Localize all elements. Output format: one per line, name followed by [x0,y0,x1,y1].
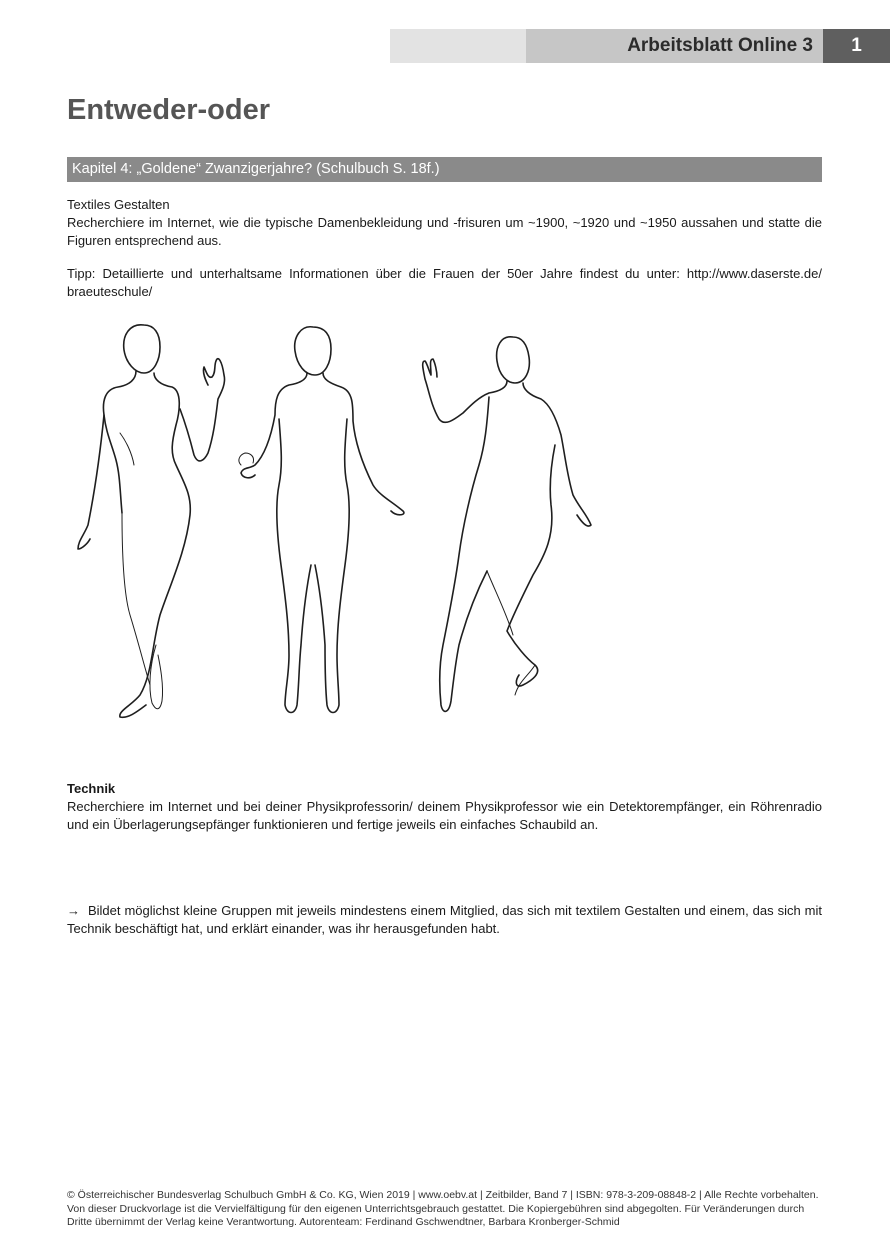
figure-right [423,337,591,712]
textiles-task: Recherchiere im Internet, wie die typische Damenbekleidung und -frisuren um ~1900, ~1920 und ~1950 aussahen und statte die Figuren entsprechend aus. [67,215,822,248]
page-title: Entweder-oder [67,94,271,126]
group-task-text: Bildet möglichst kleine Gruppen mit jeweils mindestens einem Mitglied, das sich mit textilem Gestalten und einem, das sich mit Technik beschäftigt hat, und erklärt einander, was ihr herausgefunden habt. [67,903,822,936]
figure-middle [239,327,404,713]
page-number: 1 [823,29,890,63]
arrow-icon: → [67,903,80,918]
textiles-heading: Textiles Gestalten [67,197,170,212]
fashion-figures-illustration [60,315,600,725]
textiles-tip: Tipp: Detaillierte und unterhaltsame Informationen über die Frauen der 50er Jahre findest du unter: http://www.daserste.de/ braeuteschule/ [67,266,822,299]
figure-left [78,325,225,718]
technik-task: Recherchiere im Internet und bei deiner Physikprofessorin/ deinem Physikprofessor wie ein Detektorempfänger, ein Röhrenradio und ein Überlagerungsepfänger funktionieren und fertige jeweils ein einfaches Schaubild an. [67,799,822,832]
group-task [67,902,822,938]
chapter-heading: Kapitel 4: „Goldene“ Zwanzigerjahre? (Schulbuch S. 18f.) [67,157,822,182]
technik-heading: Technik [67,781,116,796]
copyright-footer: © Österreichischer Bundesverlag Schulbuch GmbH & Co. KG, Wien 2019 | www.oebv.at | Zeitbilder, Band 7 | ISBN: 978-3-209-08848-2 | Alle Rechte vorbehalten. Von dieser Druckvorlage ist die Vervielfältigung für den eigenen Unterrichtsgebrauch gestattet. Die Kopiergebühren sind abgegolten. Für Veränderungen durch Dritte übernimmt der Verlag keine Verantwortung. Autorenteam: Ferdinand Gschwendtner, Barbara Kronberger-Schmid [67,1189,819,1228]
header-bar-light [390,29,526,63]
worksheet-title: Arbeitsblatt Online 3 [627,35,813,56]
